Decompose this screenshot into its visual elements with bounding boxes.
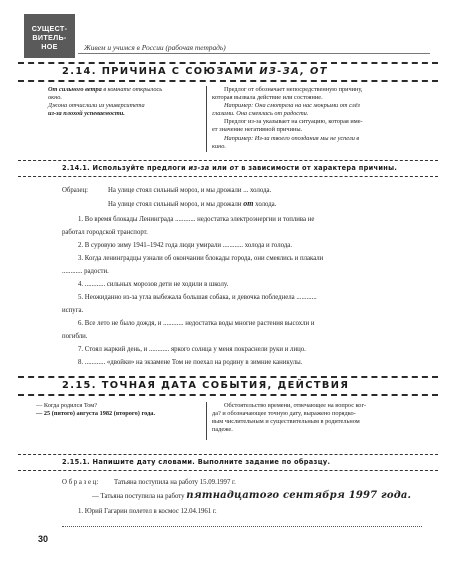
example-bold: От сильного ветра (48, 86, 102, 93)
date-answer: — 25 (пятого) августа 1982 (второго) года. (36, 410, 156, 418)
exercise-item: 2. В суровую зиму 1941–1942 года люди умирали ............ холода и голода. (78, 242, 293, 249)
section-title-unions: ИЗ-ЗА, ОТ (259, 66, 328, 77)
exercise-title-2-14-1 (62, 164, 397, 172)
exercise-rule-top (18, 160, 438, 161)
chapter-tab (24, 14, 75, 58)
exercise-title-word: от (229, 164, 239, 172)
date-rules-column (212, 402, 432, 434)
section-rule-top (18, 376, 438, 378)
example-italic: в комнате открылось (101, 86, 163, 93)
chapter-tab-line: НОЕ (41, 42, 58, 52)
section-title-2-14 (62, 66, 328, 77)
rule-line: ет значение негативной причины. (212, 126, 303, 134)
exercise-item: 5. Неожиданно из-за угла выбежала большая собака, и девочка побледнела ............ (78, 294, 317, 301)
chapter-tab-line: СУЩЕСТ- (31, 24, 68, 33)
exercise-title-text: или (209, 164, 230, 172)
sample-answer: от (243, 199, 254, 208)
exercise-item: 3. Когда ленинградцы узнали об окончании блокады города, они смеялись и плакали (78, 255, 324, 262)
exercise-title-word: из-за (188, 164, 210, 172)
exercise-item: ............ радости. (62, 268, 109, 275)
exercise-item: 6. Все лето не было дождя, и ............ недостатка воды многие растения высохли и (78, 320, 315, 327)
exercise-rule-bottom (18, 470, 438, 471)
exercise-item: 1. Юрий Гагарин полетел в космос 12.04.1961 г. (78, 508, 217, 515)
section-rule-bottom (18, 394, 438, 396)
sample-line-answer (108, 199, 276, 209)
sample-text: холода. (253, 201, 277, 208)
rule-line: да? и обозначающее точную дату, выражено порядко- (212, 410, 356, 418)
example-line: окно. (48, 94, 62, 102)
date-example-column (36, 402, 201, 418)
section-title-text: 2.14. ПРИЧИНА С СОЮЗАМИ (62, 66, 260, 77)
sample-text: На улице стоял сильный мороз, и мы дрожали (108, 201, 244, 208)
exercise-item: 8. ............ «двойки» на экзамене Том не поехал на родину в зимние каникулы. (78, 359, 303, 366)
exercise-title-2-15-1: 2.15.1. Напишите дату словами. Выполните задание по образцу. (62, 458, 331, 466)
exercise-item: 7. Стоял жаркий день, и ............ яркого солнца у меня покраснели руки и лицо. (78, 346, 306, 353)
sample-line: На улице стоял сильный мороз, и мы дрожали ... холода. (108, 187, 272, 194)
rule-line: падеже. (212, 426, 233, 434)
rule-line: Например: Из-за твоего опоздания мы не успели в (224, 134, 360, 142)
sample-line: Татьяна поступила на работу 15.09.1997 г. (114, 479, 236, 486)
chapter-tab-line: ВИТЕЛЬ- (32, 33, 67, 43)
rule-line: глазами. Она смеялась от радости. (212, 110, 309, 118)
exercise-item: 1. Во время блокады Ленинграда ............ недостатка электроэнергии и топлива не (78, 216, 315, 223)
column-divider (206, 86, 207, 152)
example-line: Джона отчислили из университета (48, 102, 145, 110)
sample-text: — Татьяна поступила на работу (92, 493, 187, 500)
section-title-2-15: 2.15. ТОЧНАЯ ДАТА СОБЫТИЯ, ДЕЙСТВИЯ (62, 380, 350, 391)
rule-line: кино. (212, 142, 226, 150)
example-line: из-за плохой успеваемости. (48, 110, 125, 118)
rule-line: вым числительным и существительным в родительном (212, 418, 360, 426)
rules-column (212, 86, 432, 151)
rule-line: Предлог из-за указывает на ситуацию, которая име- (224, 118, 363, 126)
exercise-item: работал городской транспорт. (62, 229, 148, 236)
handwritten-answer: пятнадцатого сентября 1997 года. (186, 490, 412, 501)
exercise-rule-bottom (18, 176, 438, 177)
rule-line: Обстоятельство времени, отвечающее на вопрос ког- (224, 402, 367, 409)
exercise-title-text: в зависимости от характера причины. (238, 164, 398, 172)
sample-line-answer (92, 491, 411, 501)
header-rule (78, 53, 430, 54)
running-header: Живем и учимся в России (рабочая тетрадь) (84, 43, 226, 52)
answer-line[interactable] (62, 526, 422, 527)
rule-line: Предлог от обозначает непосредственную причину, (224, 86, 363, 93)
rule-line: Например: Она смотрела на нас мокрыми от слёз (224, 102, 360, 110)
exercise-rule-top (18, 454, 438, 455)
exercise-title-text: 2.14.1. Используйте предлоги (62, 164, 189, 172)
date-question: — Когда родился Том? (36, 402, 98, 409)
rule-line: которая вызвала действие или состояние. (212, 94, 323, 102)
exercise-item: 4. ............ сильных морозов дети не ходили в школу. (78, 281, 229, 288)
example-line (48, 86, 198, 94)
sample-label: Образец: (62, 187, 89, 194)
sample-label: О б р а з е ц: (62, 479, 99, 486)
page-number: 30 (38, 534, 49, 544)
section-rule-top (18, 62, 438, 64)
exercise-item: испуга. (62, 307, 84, 314)
column-divider (206, 402, 207, 440)
examples-column (48, 86, 198, 118)
section-rule-bottom (18, 80, 438, 82)
exercise-item: погибли. (62, 333, 88, 340)
